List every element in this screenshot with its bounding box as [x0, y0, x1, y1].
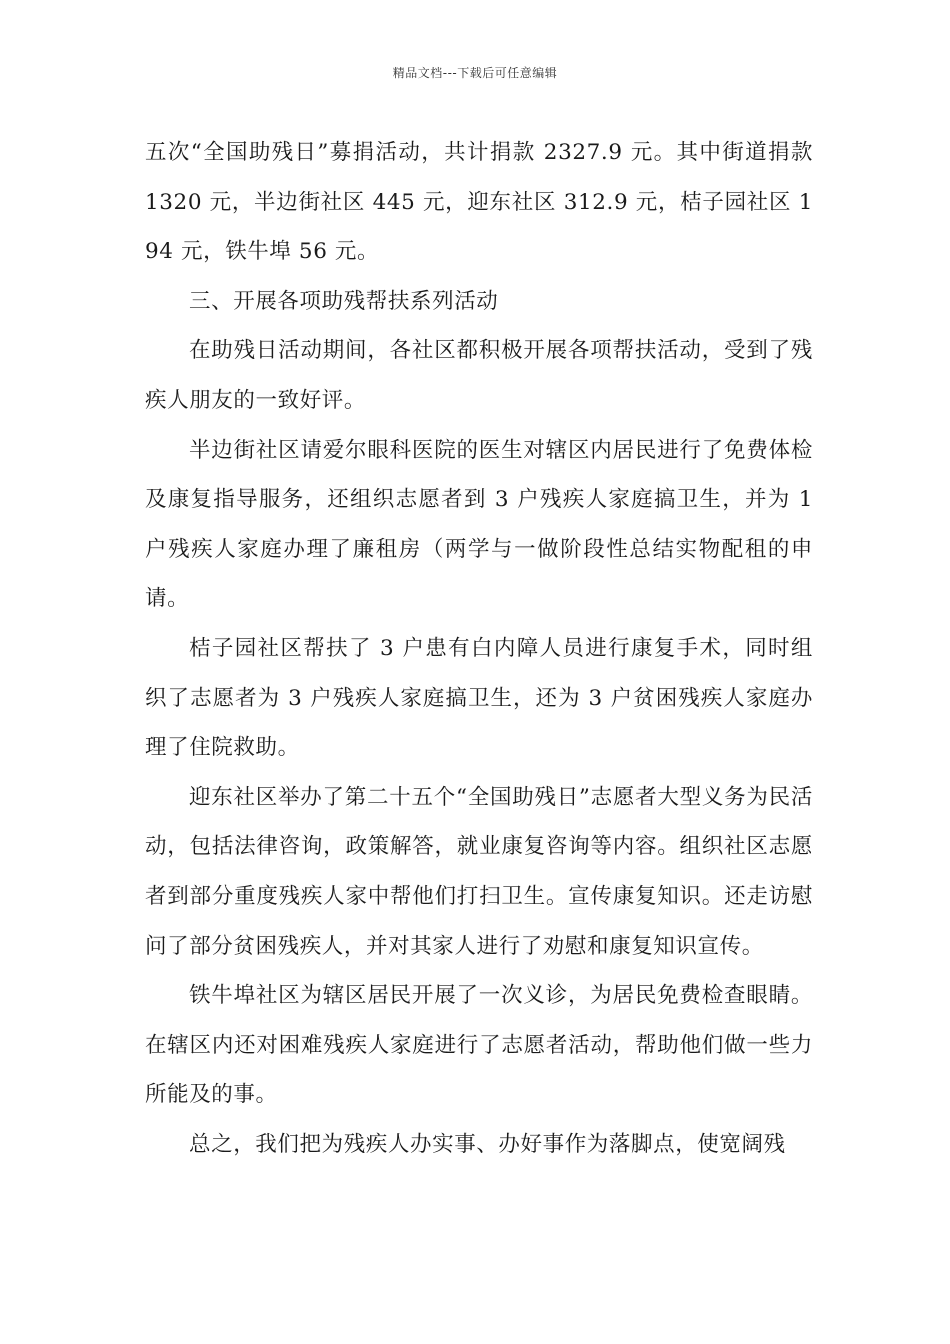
paragraph-donation-summary: 五次“全国助残日”募捐活动，共计捐款 2327.9 元。其中街道捐款 1320 元，半边街社区 445 元，迎东社区 312.9 元，桔子园社区 194 元，铁牛埠 56 元。	[145, 140, 813, 265]
page-header: 精品文档---下载后可任意编辑	[392, 66, 558, 80]
paragraph-conclusion: 总之，我们把为残疾人办实事、办好事作为落脚点，使宽阔残	[189, 1131, 786, 1157]
paragraph-tieniubu: 铁牛埠社区为辖区居民开展了一次义诊，为居民免费检查眼睛。在辖区内还对困难残疾人家庭进行了志愿者活动，帮助他们做一些力所能及的事。	[145, 983, 813, 1108]
paragraph-juziyuan: 桔子园社区帮扶了 3 户患有白内障人员进行康复手术，同时组织了志愿者为 3 户残疾人家庭搞卫生，还为 3 户贫困残疾人家庭办理了住院救助。	[145, 635, 813, 761]
paragraph-yingdong: 迎东社区举办了第二十五个“全国助残日”志愿者大型义务为民活动，包括法律咨询，政策解答，就业康复咨询等内容。组织社区志愿者到部分重度残疾人家中帮他们打扫卫生。宣传康复知识。还走访慰问了部分贫困残疾人，并对其家人进行了劝慰和康复知识宣传。	[145, 784, 813, 959]
paragraph-activities-intro: 在助残日活动期间，各社区都积极开展各项帮扶活动，受到了残疾人朋友的一致好评。	[145, 338, 813, 413]
paragraph-banbianjie: 半边街社区请爱尔眼科医院的医生对辖区内居民进行了免费体检及康复指导服务，还组织志愿者到 3 户残疾人家庭搞卫生，并为 1 户残疾人家庭办理了廉租房（两学与一做阶段性总结实物配租的申请。	[145, 437, 813, 612]
section-heading: 三、开展各项助残帮扶系列活动	[189, 288, 499, 314]
document-body	[145, 128, 813, 1169]
